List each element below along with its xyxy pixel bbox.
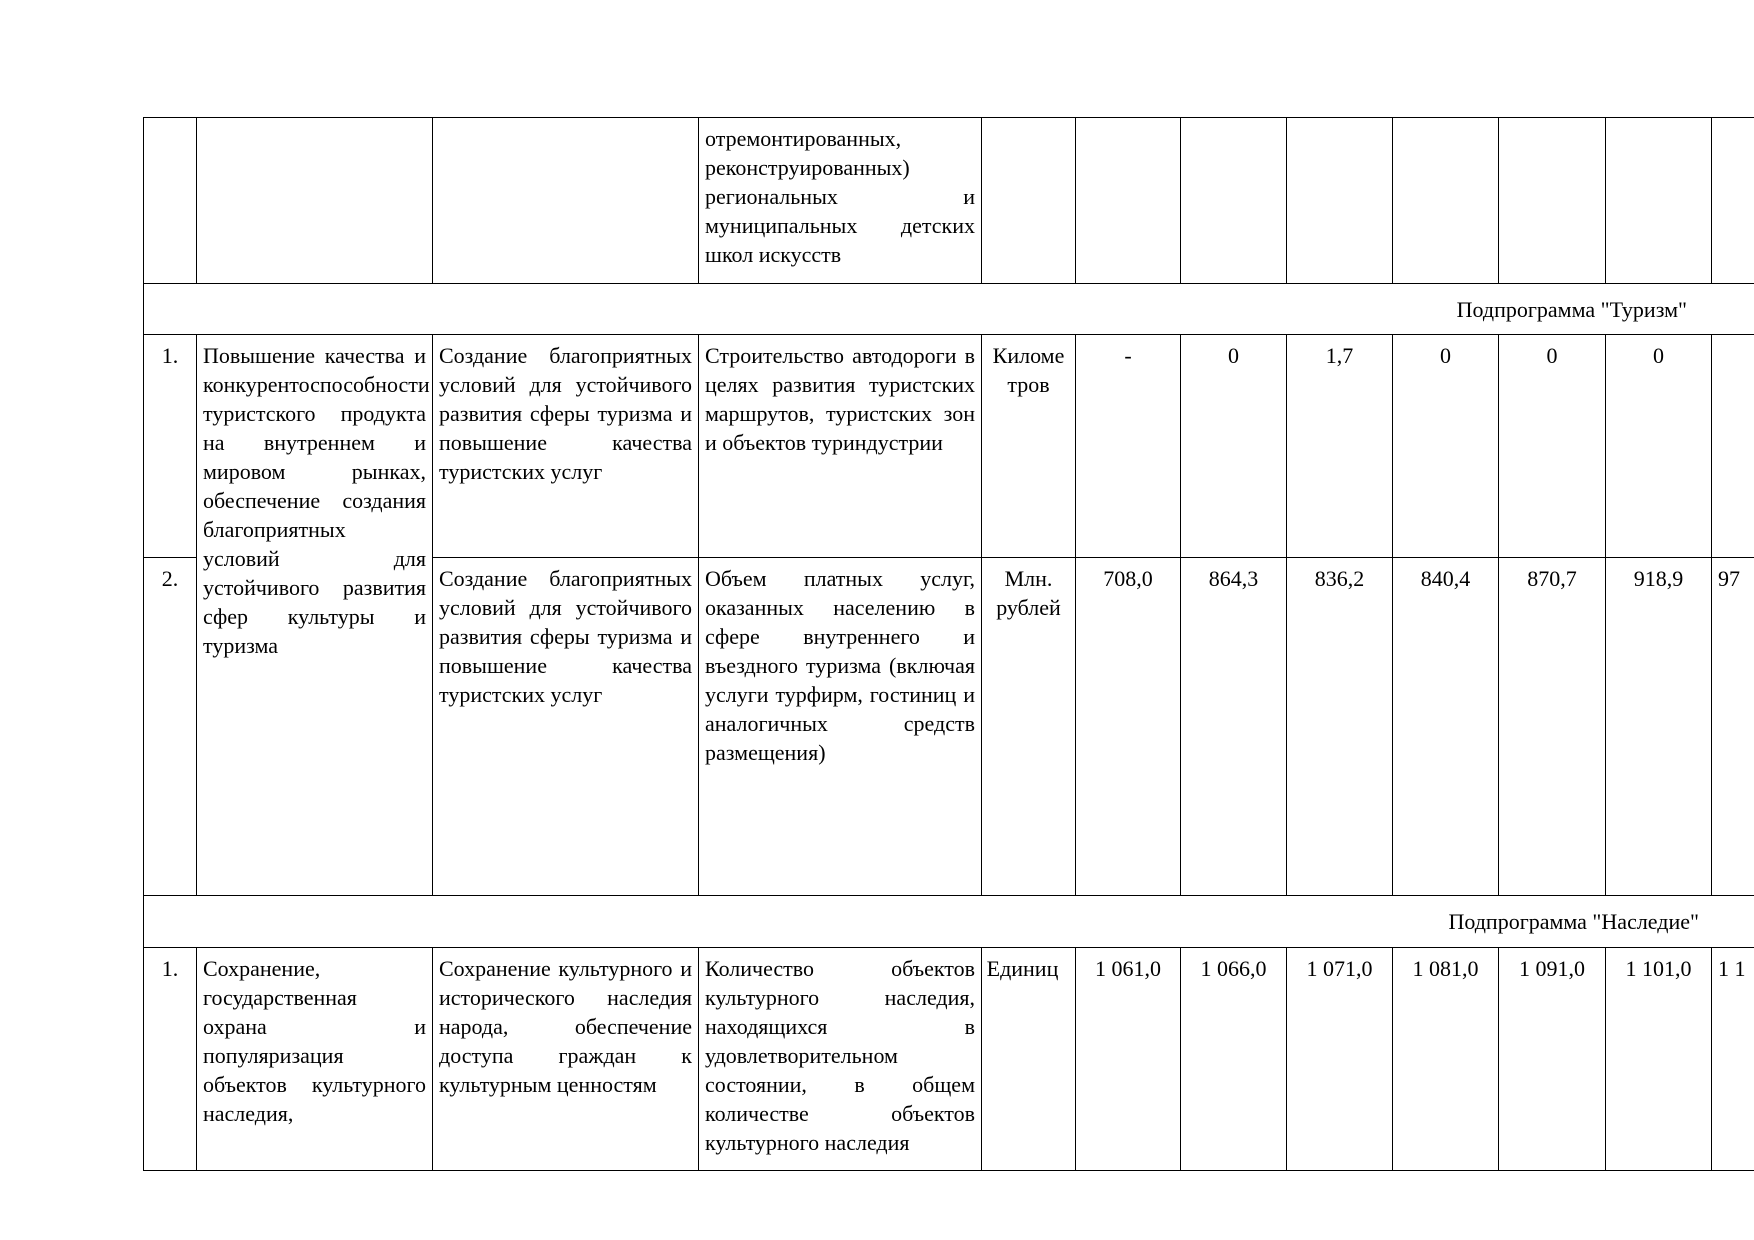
- value-cell: [1712, 335, 1754, 558]
- goal-text: Повышение качества и конкурентоспособности туристского продукта на внутреннем и мировом рынках, обеспечение создания благоприятных условий для устойчивого развития сфер культуры и туризма: [203, 343, 430, 658]
- subprogram-header-row: [144, 896, 1754, 948]
- value-cell: [1287, 558, 1393, 896]
- value-text: 1 066,0: [1200, 956, 1267, 981]
- unit-text: Единиц: [986, 956, 1059, 981]
- subprogram-title: Подпрограмма "Наследие": [1448, 909, 1699, 934]
- value-cell: [1712, 558, 1754, 896]
- row-number: 1.: [161, 343, 179, 368]
- indicator-cell: [699, 118, 982, 284]
- indicator-text: Количество объектов культурного наследия, находящихся в удовлетворительном состоянии, в общем количестве объектов культурного наследия: [705, 956, 975, 1155]
- value-text: 0: [1653, 343, 1664, 368]
- task-text: Создание благоприятных условий для устойчивого развития сферы туризма и повышение качества туристских услуг: [439, 343, 692, 484]
- value-text: 708,0: [1103, 566, 1153, 591]
- value-cell: [1076, 558, 1181, 896]
- value-text: 1,7: [1325, 343, 1354, 368]
- task-cell: [433, 335, 699, 558]
- row-number-cell: [144, 335, 197, 558]
- task-cell: [433, 948, 699, 1171]
- value-text: 918,9: [1633, 566, 1684, 591]
- value-text: 1 101,0: [1625, 956, 1692, 981]
- task-text: Сохранение культурного и исторического наследия народа, обеспечение доступа граждан к культурным ценностям: [439, 956, 692, 1097]
- value-cell: [1499, 948, 1606, 1171]
- subprogram-title: Подпрограмма "Туризм": [1456, 296, 1687, 322]
- value-cell: [1181, 118, 1287, 284]
- value-cell: [1712, 118, 1754, 284]
- value-cell: [1181, 335, 1287, 558]
- value-cell: [1499, 558, 1606, 896]
- value-text: 1 091,0: [1519, 956, 1585, 981]
- indicators-table: [143, 117, 1754, 1171]
- row-number: 2.: [161, 566, 179, 591]
- indicator-text: Объем платных услуг, оказанных населению в сфере внутреннего и въездного туризма (включая услуги турфирм, гостиниц и аналогичных средств размещения): [705, 566, 975, 765]
- unit-cell: [982, 118, 1076, 284]
- table-row: [144, 335, 1754, 558]
- unit-cell: [982, 335, 1076, 558]
- value-text: 0: [1440, 343, 1451, 368]
- row-number-cell: [144, 558, 197, 896]
- value-text: 840,4: [1420, 566, 1471, 591]
- goal-cell: [197, 335, 433, 896]
- value-text: 836,2: [1314, 566, 1365, 591]
- value-cell: [1393, 118, 1499, 284]
- value-cell: [1181, 558, 1287, 896]
- value-text: 1 061,0: [1095, 956, 1161, 981]
- value-cell: [1287, 335, 1393, 558]
- goal-cell: [197, 118, 433, 284]
- value-text: 870,7: [1527, 566, 1577, 591]
- value-cell: [1499, 118, 1606, 284]
- goal-cell: [197, 948, 433, 1171]
- value-cell: [1606, 948, 1712, 1171]
- unit-text: Млн. рублей: [996, 566, 1061, 620]
- value-cell: [1712, 948, 1754, 1171]
- row-number: 1.: [161, 956, 179, 981]
- task-text: Создание благоприятных условий для устойчивого развития сферы туризма и повышение качества туристских услуг: [439, 566, 692, 707]
- value-cell: [1076, 948, 1181, 1171]
- indicator-cell: [699, 558, 982, 896]
- indicator-text: Строительство автодороги в целях развития туристских маршрутов, туристских зон и объектов туриндустрии: [705, 343, 975, 455]
- task-cell: [433, 118, 699, 284]
- value-cell: [1076, 118, 1181, 284]
- task-cell: [433, 558, 699, 896]
- value-text: 97: [1718, 566, 1740, 591]
- subprogram-header-row: [144, 284, 1754, 335]
- value-cell: [1606, 335, 1712, 558]
- value-cell: [1606, 118, 1712, 284]
- value-cell: [1393, 335, 1499, 558]
- continuation-row: [144, 118, 1754, 284]
- num-cell: [144, 118, 197, 284]
- unit-text: Километров: [992, 343, 1065, 397]
- value-text: 1 1: [1718, 956, 1746, 981]
- unit-cell: [982, 558, 1076, 896]
- value-text: 864,3: [1208, 566, 1259, 591]
- value-cell: [1393, 948, 1499, 1171]
- value-cell: [1606, 558, 1712, 896]
- subprogram-title-cell: [144, 896, 1754, 948]
- indicator-cell: [699, 948, 982, 1171]
- indicator-cell: [699, 335, 982, 558]
- value-text: 1 081,0: [1412, 956, 1479, 981]
- indicator-text: отремонтированных, реконструированных) региональных и муниципальных детских школ искусств: [705, 126, 975, 267]
- value-cell: [1393, 558, 1499, 896]
- value-cell: [1287, 948, 1393, 1171]
- value-text: 0: [1228, 343, 1239, 368]
- value-cell: [1076, 335, 1181, 558]
- unit-cell: [982, 948, 1076, 1171]
- value-text: -: [1124, 343, 1132, 368]
- table-row: [144, 948, 1754, 1171]
- subprogram-title-cell: [144, 284, 1754, 335]
- value-text: 0: [1546, 343, 1558, 368]
- value-cell: [1499, 335, 1606, 558]
- value-cell: [1181, 948, 1287, 1171]
- goal-text: Сохранение, государственная охрана и популяризация объектов культурного наследия,: [203, 956, 426, 1126]
- row-number-cell: [144, 948, 197, 1171]
- value-text: 1 071,0: [1306, 956, 1373, 981]
- value-cell: [1287, 118, 1393, 284]
